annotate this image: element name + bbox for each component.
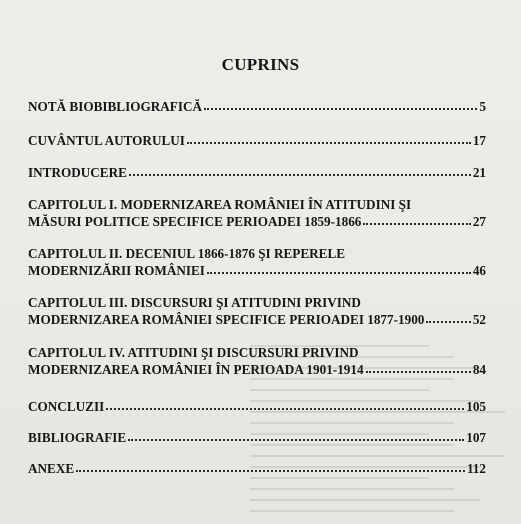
- toc-entry-title-line: CAPITOLUL II. DECENIUL 1866-1876 ŞI REPERELE: [28, 246, 346, 261]
- toc-entry-title: ANEXE: [28, 461, 75, 476]
- dot-leader: [204, 99, 477, 111]
- toc-entry-title: INTRODUCERE: [28, 165, 127, 180]
- toc-entry-page: 27: [472, 214, 486, 229]
- page-title: CUPRINS: [221, 55, 300, 74]
- toc-entry-title: MODERNIZAREA ROMÂNIEI SPECIFICE PERIOADEI 1877-1900: [28, 312, 425, 327]
- toc-entry-capitolul-3: [28, 294, 486, 328]
- toc-entry-capitolul-4: [28, 344, 486, 378]
- dot-leader: [187, 133, 471, 145]
- toc-entry-title: BIBLIOGRAFIE: [28, 430, 127, 445]
- toc-entry-page: 52: [472, 312, 486, 327]
- toc-entry-page: 5: [479, 99, 486, 114]
- dot-leader: [363, 214, 470, 226]
- toc-entry-title-line: CAPITOLUL I. MODERNIZAREA ROMÂNIEI ÎN ATITUDINI ŞI: [28, 197, 412, 212]
- toc-entry-capitolul-2: [28, 245, 486, 279]
- toc-entry-anexe: [28, 460, 486, 477]
- toc-entry-introducere: [28, 164, 486, 181]
- toc-entry-bibliografie: [28, 429, 486, 446]
- dot-leader: [76, 461, 465, 473]
- toc-entry-page: 46: [472, 263, 486, 278]
- toc-entry-nota: [28, 98, 486, 115]
- dot-leader: [426, 312, 470, 324]
- toc-entry-title: MĂSURI POLITICE SPECIFICE PERIOADEI 1859-1866: [28, 214, 362, 229]
- toc-entry-title: CONCLUZII: [28, 399, 105, 414]
- toc-entry-page: 112: [466, 461, 486, 476]
- toc-entry-page: 21: [472, 165, 486, 180]
- toc-entry-page: 17: [472, 133, 486, 148]
- dot-leader: [128, 430, 464, 442]
- dot-leader: [207, 263, 471, 275]
- dot-leader: [129, 165, 471, 177]
- toc-entry-title: MODERNIZAREA ROMÂNIEI ÎN PERIOADA 1901-1914: [28, 362, 364, 377]
- toc-entry-page: 107: [466, 430, 486, 445]
- dot-leader: [106, 399, 464, 411]
- toc-entry-title: CUVÂNTUL AUTORULUI: [28, 133, 185, 148]
- toc-entry-cuvantul: [28, 132, 486, 149]
- toc-entry-title: MODERNIZĂRII ROMÂNIEI: [28, 263, 205, 278]
- toc-entry-concluzii: [28, 398, 486, 415]
- toc-entry-title-line: CAPITOLUL IV. ATITUDINI ŞI DISCURSURI PRIVIND: [28, 345, 359, 360]
- toc-entry-page: 105: [466, 399, 486, 414]
- toc-entry-title-line: CAPITOLUL III. DISCURSURI ŞI ATITUDINI PRIVIND: [28, 295, 361, 310]
- toc-entry-title: NOTĂ BIOBIBLIOGRAFICĂ: [28, 99, 203, 114]
- toc-entry-page: 84: [472, 362, 486, 377]
- dot-leader: [366, 362, 471, 374]
- toc-entry-capitolul-1: [28, 196, 486, 230]
